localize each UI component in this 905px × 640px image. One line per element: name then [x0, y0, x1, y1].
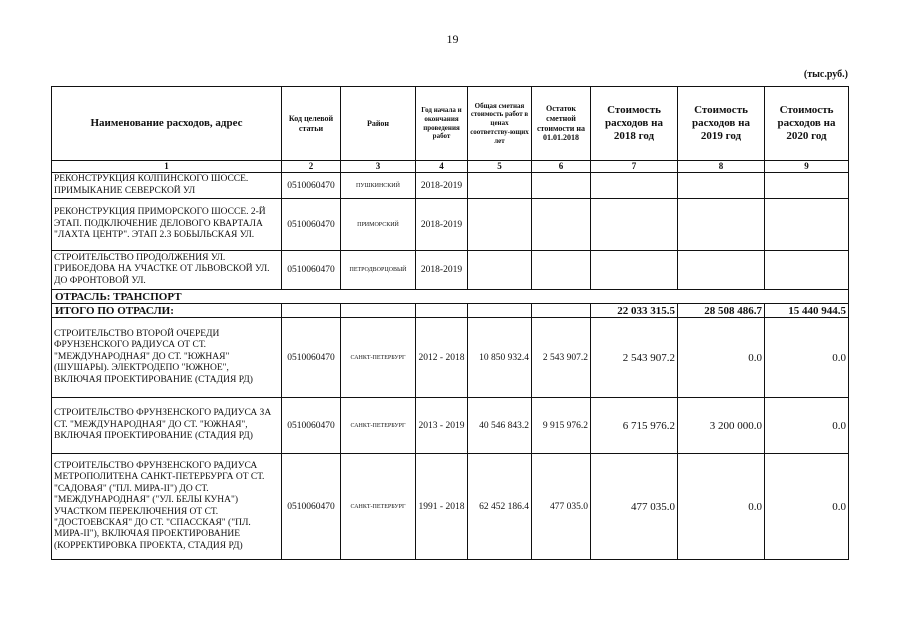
table-row	[52, 173, 849, 199]
row-name: РЕКОНСТРУКЦИЯ ПРИМОРСКОГО ШОССЕ. 2-Й ЭТАП. ПОДКЛЮЧЕНИЕ ДЕЛОВОГО КВАРТАЛА "ЛАХТА ЦЕНТР". ЭТАП 2.3 БОБЫЛЬСКАЯ УЛ.	[52, 199, 282, 251]
empty-cell	[468, 199, 532, 251]
table-header-row	[52, 87, 849, 161]
empty-cell	[532, 199, 591, 251]
row-district: САНКТ-ПЕТЕРБУРГ	[341, 454, 416, 560]
total-cost-2020: 15 440 944.5	[765, 304, 849, 318]
empty-cell	[468, 304, 532, 318]
table-row	[52, 318, 849, 398]
empty-cell	[468, 173, 532, 199]
row-district: САНКТ-ПЕТЕРБУРГ	[341, 398, 416, 454]
row-years: 2013 - 2019	[416, 398, 468, 454]
row-district: ПРИМОРСКИЙ	[341, 199, 416, 251]
table-row	[52, 199, 849, 251]
column-number: 3	[341, 161, 416, 173]
header-cost-2020: Стоимость расходов на 2020 год	[765, 87, 849, 161]
row-cost-2018: 477 035.0	[591, 454, 678, 560]
empty-cell	[678, 199, 765, 251]
empty-cell	[591, 173, 678, 199]
row-name: СТРОИТЕЛЬСТВО ФРУНЗЕНСКОГО РАДИУСА ЗА СТ. "МЕЖДУНАРОДНАЯ" ДО СТ. "ЮЖНАЯ", ВКЛЮЧАЯ ПРОЕКТИРОВАНИЕ (СТАДИЯ РД)	[52, 398, 282, 454]
row-years: 2018-2019	[416, 173, 468, 199]
row-cost-2020: 0.0	[765, 398, 849, 454]
column-number: 8	[678, 161, 765, 173]
empty-cell	[341, 304, 416, 318]
row-code: 0510060470	[282, 454, 341, 560]
empty-cell	[416, 304, 468, 318]
row-years: 2018-2019	[416, 199, 468, 251]
row-name: СТРОИТЕЛЬСТВО ФРУНЗЕНСКОГО РАДИУСА МЕТРОПОЛИТЕНА САНКТ-ПЕТЕРБУРГА ОТ СТ. "САДОВАЯ" ("ПЛ. МИРА-II") ДО СТ. "МЕЖДУНАРОДНАЯ" ("УЛ. БЕЛЫ КУНА") УЧАСТКОМ ПЕРЕКЛЮЧЕНИЯ ОТ СТ. "ДОСТОЕВСКАЯ" ДО СТ. "СПАССКАЯ" ("ПЛ. МИРА-II"), ВКЛЮЧАЯ ПРОЕКТИРОВАНИЕ (КОРРЕКТИРОВКА ПРОЕКТА, СТАДИЯ РД)	[52, 454, 282, 560]
column-number: 4	[416, 161, 468, 173]
table-row	[52, 251, 849, 290]
row-cost-2019: 0.0	[678, 454, 765, 560]
row-code: 0510060470	[282, 251, 341, 290]
row-district: САНКТ-ПЕТЕРБУРГ	[341, 318, 416, 398]
header-cost-2019: Стоимость расходов на 2019 год	[678, 87, 765, 161]
row-cost-2019: 0.0	[678, 318, 765, 398]
header-years: Год начала и окончания проведения работ	[416, 87, 468, 161]
column-number: 1	[52, 161, 282, 173]
unit-note: (тыс.руб.)	[803, 69, 848, 80]
empty-cell	[765, 251, 849, 290]
row-cost-2020: 0.0	[765, 454, 849, 560]
column-number: 5	[468, 161, 532, 173]
header-district: Район	[341, 87, 416, 161]
table-row	[52, 454, 849, 560]
row-years: 2012 - 2018	[416, 318, 468, 398]
empty-cell	[678, 173, 765, 199]
column-number: 6	[532, 161, 591, 173]
column-number-row	[52, 161, 849, 173]
row-remainder: 2 543 907.2	[532, 318, 591, 398]
table-row	[52, 398, 849, 454]
empty-cell	[678, 251, 765, 290]
empty-cell	[468, 251, 532, 290]
row-estimate: 62 452 186.4	[468, 454, 532, 560]
row-district: ПУШКИНСКИЙ	[341, 173, 416, 199]
row-code: 0510060470	[282, 318, 341, 398]
empty-cell	[765, 173, 849, 199]
total-cost-2018: 22 033 315.5	[591, 304, 678, 318]
column-number: 2	[282, 161, 341, 173]
row-name: СТРОИТЕЛЬСТВО ВТОРОЙ ОЧЕРЕДИ ФРУНЗЕНСКОГО РАДИУСА ОТ СТ. "МЕЖДУНАРОДНАЯ" ДО СТ. "ЮЖНАЯ" (ШУШАРЫ). ЭЛЕКТРОДЕПО "ЮЖНОЕ", ВКЛЮЧАЯ ПРОЕКТИРОВАНИЕ (СТАДИЯ РД)	[52, 318, 282, 398]
row-remainder: 9 915 976.2	[532, 398, 591, 454]
row-years: 1991 - 2018	[416, 454, 468, 560]
empty-cell	[532, 251, 591, 290]
page-number: 19	[446, 32, 459, 46]
row-name: СТРОИТЕЛЬСТВО ПРОДОЛЖЕНИЯ УЛ. ГРИБОЕДОВА НА УЧАСТКЕ ОТ ЛЬВОВСКОЙ УЛ. ДО ФРОНТОВОЙ УЛ.	[52, 251, 282, 290]
row-cost-2019: 3 200 000.0	[678, 398, 765, 454]
column-number: 9	[765, 161, 849, 173]
header-code: Код целевой статьи	[282, 87, 341, 161]
empty-cell	[591, 251, 678, 290]
header-cost-2018: Стоимость расходов на 2018 год	[591, 87, 678, 161]
header-estimate: Общая сметная стоимость работ в ценах соответству-ющих лет	[468, 87, 532, 161]
empty-cell	[765, 199, 849, 251]
row-years: 2018-2019	[416, 251, 468, 290]
empty-cell	[591, 199, 678, 251]
row-code: 0510060470	[282, 398, 341, 454]
row-name: РЕКОНСТРУКЦИЯ КОЛПИНСКОГО ШОССЕ. ПРИМЫКАНИЕ СЕВЕРСКОЙ УЛ	[52, 173, 282, 199]
total-cost-2019: 28 508 486.7	[678, 304, 765, 318]
row-estimate: 10 850 932.4	[468, 318, 532, 398]
header-remainder: Остаток сметной стоимости на 01.01.2018	[532, 87, 591, 161]
row-code: 0510060470	[282, 199, 341, 251]
column-number: 7	[591, 161, 678, 173]
total-label: ИТОГО ПО ОТРАСЛИ:	[52, 304, 282, 318]
row-district: ПЕТРОДВОРЦОВЫЙ	[341, 251, 416, 290]
empty-cell	[532, 173, 591, 199]
header-name: Наименование расходов, адрес	[52, 87, 282, 161]
empty-cell	[532, 304, 591, 318]
row-estimate: 40 546 843.2	[468, 398, 532, 454]
total-row	[52, 304, 849, 318]
expenditure-table	[51, 86, 849, 560]
section-title: ОТРАСЛЬ: ТРАНСПОРТ	[52, 290, 849, 304]
row-cost-2018: 6 715 976.2	[591, 398, 678, 454]
row-code: 0510060470	[282, 173, 341, 199]
empty-cell	[282, 304, 341, 318]
section-row	[52, 290, 849, 304]
row-cost-2018: 2 543 907.2	[591, 318, 678, 398]
row-remainder: 477 035.0	[532, 454, 591, 560]
row-cost-2020: 0.0	[765, 318, 849, 398]
